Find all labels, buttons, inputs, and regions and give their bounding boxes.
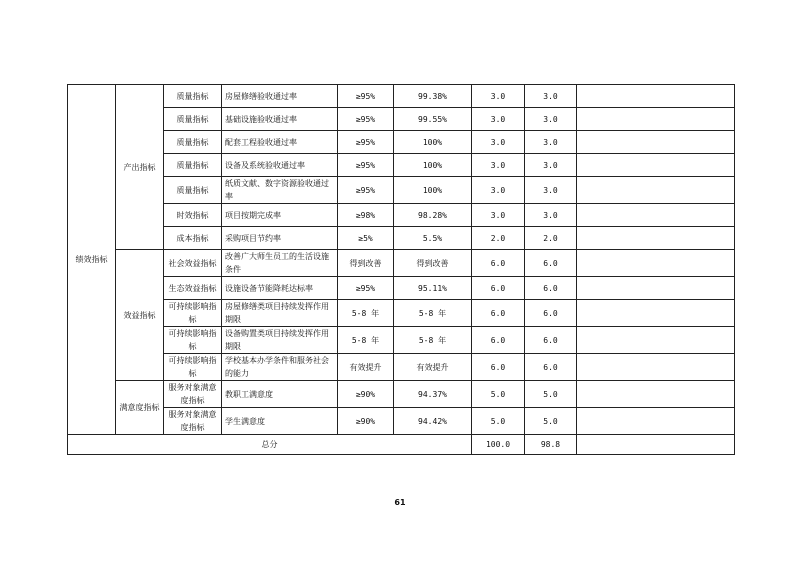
note-cell	[577, 204, 735, 227]
actual-cell: 5-8 年	[394, 327, 472, 354]
table-row	[68, 131, 735, 154]
note-cell	[577, 227, 735, 250]
score-cell: 3.0	[525, 204, 577, 227]
level2-cell: 效益指标	[116, 250, 164, 381]
actual-cell: 有效提升	[394, 354, 472, 381]
table-row	[68, 154, 735, 177]
target-cell: ≥95%	[338, 108, 394, 131]
indicator-cell: 学生满意度	[222, 408, 338, 435]
score-cell: 3.0	[525, 177, 577, 204]
actual-cell: 94.37%	[394, 381, 472, 408]
weight-cell: 6.0	[472, 327, 525, 354]
table-row	[68, 227, 735, 250]
table-row	[68, 354, 735, 381]
level3-cell: 质量指标	[164, 177, 222, 204]
weight-cell: 5.0	[472, 408, 525, 435]
level2-cell: 满意度指标	[116, 381, 164, 435]
actual-cell: 5.5%	[394, 227, 472, 250]
score-cell: 6.0	[525, 250, 577, 277]
level3-cell: 社会效益指标	[164, 250, 222, 277]
table-body	[68, 85, 735, 455]
note-cell	[577, 131, 735, 154]
table-row	[68, 327, 735, 354]
level2-cell: 产出指标	[116, 85, 164, 250]
target-cell: 5-8 年	[338, 327, 394, 354]
score-cell: 3.0	[525, 131, 577, 154]
note-cell	[577, 277, 735, 300]
level3-cell: 质量指标	[164, 131, 222, 154]
table-row	[68, 277, 735, 300]
target-cell: ≥90%	[338, 408, 394, 435]
score-cell: 3.0	[525, 154, 577, 177]
weight-cell: 5.0	[472, 381, 525, 408]
table-row	[68, 85, 735, 108]
score-cell: 6.0	[525, 277, 577, 300]
level3-cell: 可持续影响指标	[164, 300, 222, 327]
note-cell	[577, 177, 735, 204]
score-cell: 6.0	[525, 354, 577, 381]
actual-cell: 95.11%	[394, 277, 472, 300]
score-cell: 3.0	[525, 85, 577, 108]
weight-cell: 3.0	[472, 204, 525, 227]
total-note-cell	[577, 435, 735, 455]
target-cell: ≥95%	[338, 154, 394, 177]
actual-cell: 94.42%	[394, 408, 472, 435]
score-cell: 2.0	[525, 227, 577, 250]
actual-cell: 得到改善	[394, 250, 472, 277]
weight-cell: 2.0	[472, 227, 525, 250]
total-label-cell: 总分	[68, 435, 472, 455]
level3-cell: 质量指标	[164, 108, 222, 131]
actual-cell: 100%	[394, 177, 472, 204]
target-cell: 有效提升	[338, 354, 394, 381]
target-cell: 得到改善	[338, 250, 394, 277]
weight-cell: 3.0	[472, 108, 525, 131]
actual-cell: 100%	[394, 131, 472, 154]
weight-cell: 3.0	[472, 154, 525, 177]
target-cell: ≥5%	[338, 227, 394, 250]
target-cell: ≥90%	[338, 381, 394, 408]
actual-cell: 100%	[394, 154, 472, 177]
level3-cell: 时效指标	[164, 204, 222, 227]
weight-cell: 3.0	[472, 131, 525, 154]
level3-cell: 可持续影响指标	[164, 327, 222, 354]
table-row	[68, 381, 735, 408]
weight-cell: 6.0	[472, 277, 525, 300]
level3-cell: 可持续影响指标	[164, 354, 222, 381]
target-cell: ≥95%	[338, 177, 394, 204]
target-cell: ≥95%	[338, 277, 394, 300]
indicator-cell: 学校基本办学条件和服务社会的能力	[222, 354, 338, 381]
actual-cell: 98.28%	[394, 204, 472, 227]
score-cell: 6.0	[525, 327, 577, 354]
indicator-cell: 采购项目节约率	[222, 227, 338, 250]
indicator-cell: 教职工满意度	[222, 381, 338, 408]
score-cell: 5.0	[525, 381, 577, 408]
performance-table	[67, 84, 735, 455]
indicator-cell: 房屋修缮验收通过率	[222, 85, 338, 108]
indicator-cell: 改善广大师生员工的生活设施条件	[222, 250, 338, 277]
level3-cell: 服务对象满意度指标	[164, 381, 222, 408]
score-cell: 6.0	[525, 300, 577, 327]
table-row	[68, 300, 735, 327]
target-cell: ≥95%	[338, 85, 394, 108]
indicator-cell: 房屋修缮类项目持续发挥作用期限	[222, 300, 338, 327]
note-cell	[577, 154, 735, 177]
indicator-cell: 项目按期完成率	[222, 204, 338, 227]
note-cell	[577, 327, 735, 354]
indicator-cell: 设备及系统验收通过率	[222, 154, 338, 177]
table-row	[68, 408, 735, 435]
level3-cell: 成本指标	[164, 227, 222, 250]
table-row	[68, 204, 735, 227]
note-cell	[577, 408, 735, 435]
level3-cell: 质量指标	[164, 154, 222, 177]
page-number: 61	[394, 498, 406, 507]
target-cell: 5-8 年	[338, 300, 394, 327]
table-row	[68, 108, 735, 131]
total-row	[68, 435, 735, 455]
note-cell	[577, 108, 735, 131]
target-cell: ≥98%	[338, 204, 394, 227]
level3-cell: 服务对象满意度指标	[164, 408, 222, 435]
note-cell	[577, 354, 735, 381]
total-score-cell: 98.8	[525, 435, 577, 455]
note-cell	[577, 381, 735, 408]
note-cell	[577, 250, 735, 277]
table-row	[68, 250, 735, 277]
level1-cell: 绩效指标	[68, 85, 116, 435]
weight-cell: 3.0	[472, 177, 525, 204]
level3-cell: 生态效益指标	[164, 277, 222, 300]
indicator-cell: 设施设备节能降耗达标率	[222, 277, 338, 300]
indicator-cell: 纸质文献、数字资源验收通过率	[222, 177, 338, 204]
level3-cell: 质量指标	[164, 85, 222, 108]
total-weight-cell: 100.0	[472, 435, 525, 455]
weight-cell: 3.0	[472, 85, 525, 108]
weight-cell: 6.0	[472, 250, 525, 277]
weight-cell: 6.0	[472, 354, 525, 381]
score-cell: 5.0	[525, 408, 577, 435]
note-cell	[577, 85, 735, 108]
actual-cell: 5-8 年	[394, 300, 472, 327]
score-cell: 3.0	[525, 108, 577, 131]
indicator-cell: 基础设施验收通过率	[222, 108, 338, 131]
weight-cell: 6.0	[472, 300, 525, 327]
indicator-cell: 配套工程验收通过率	[222, 131, 338, 154]
table-row	[68, 177, 735, 204]
actual-cell: 99.38%	[394, 85, 472, 108]
target-cell: ≥95%	[338, 131, 394, 154]
actual-cell: 99.55%	[394, 108, 472, 131]
indicator-cell: 设备购置类项目持续发挥作用期限	[222, 327, 338, 354]
note-cell	[577, 300, 735, 327]
